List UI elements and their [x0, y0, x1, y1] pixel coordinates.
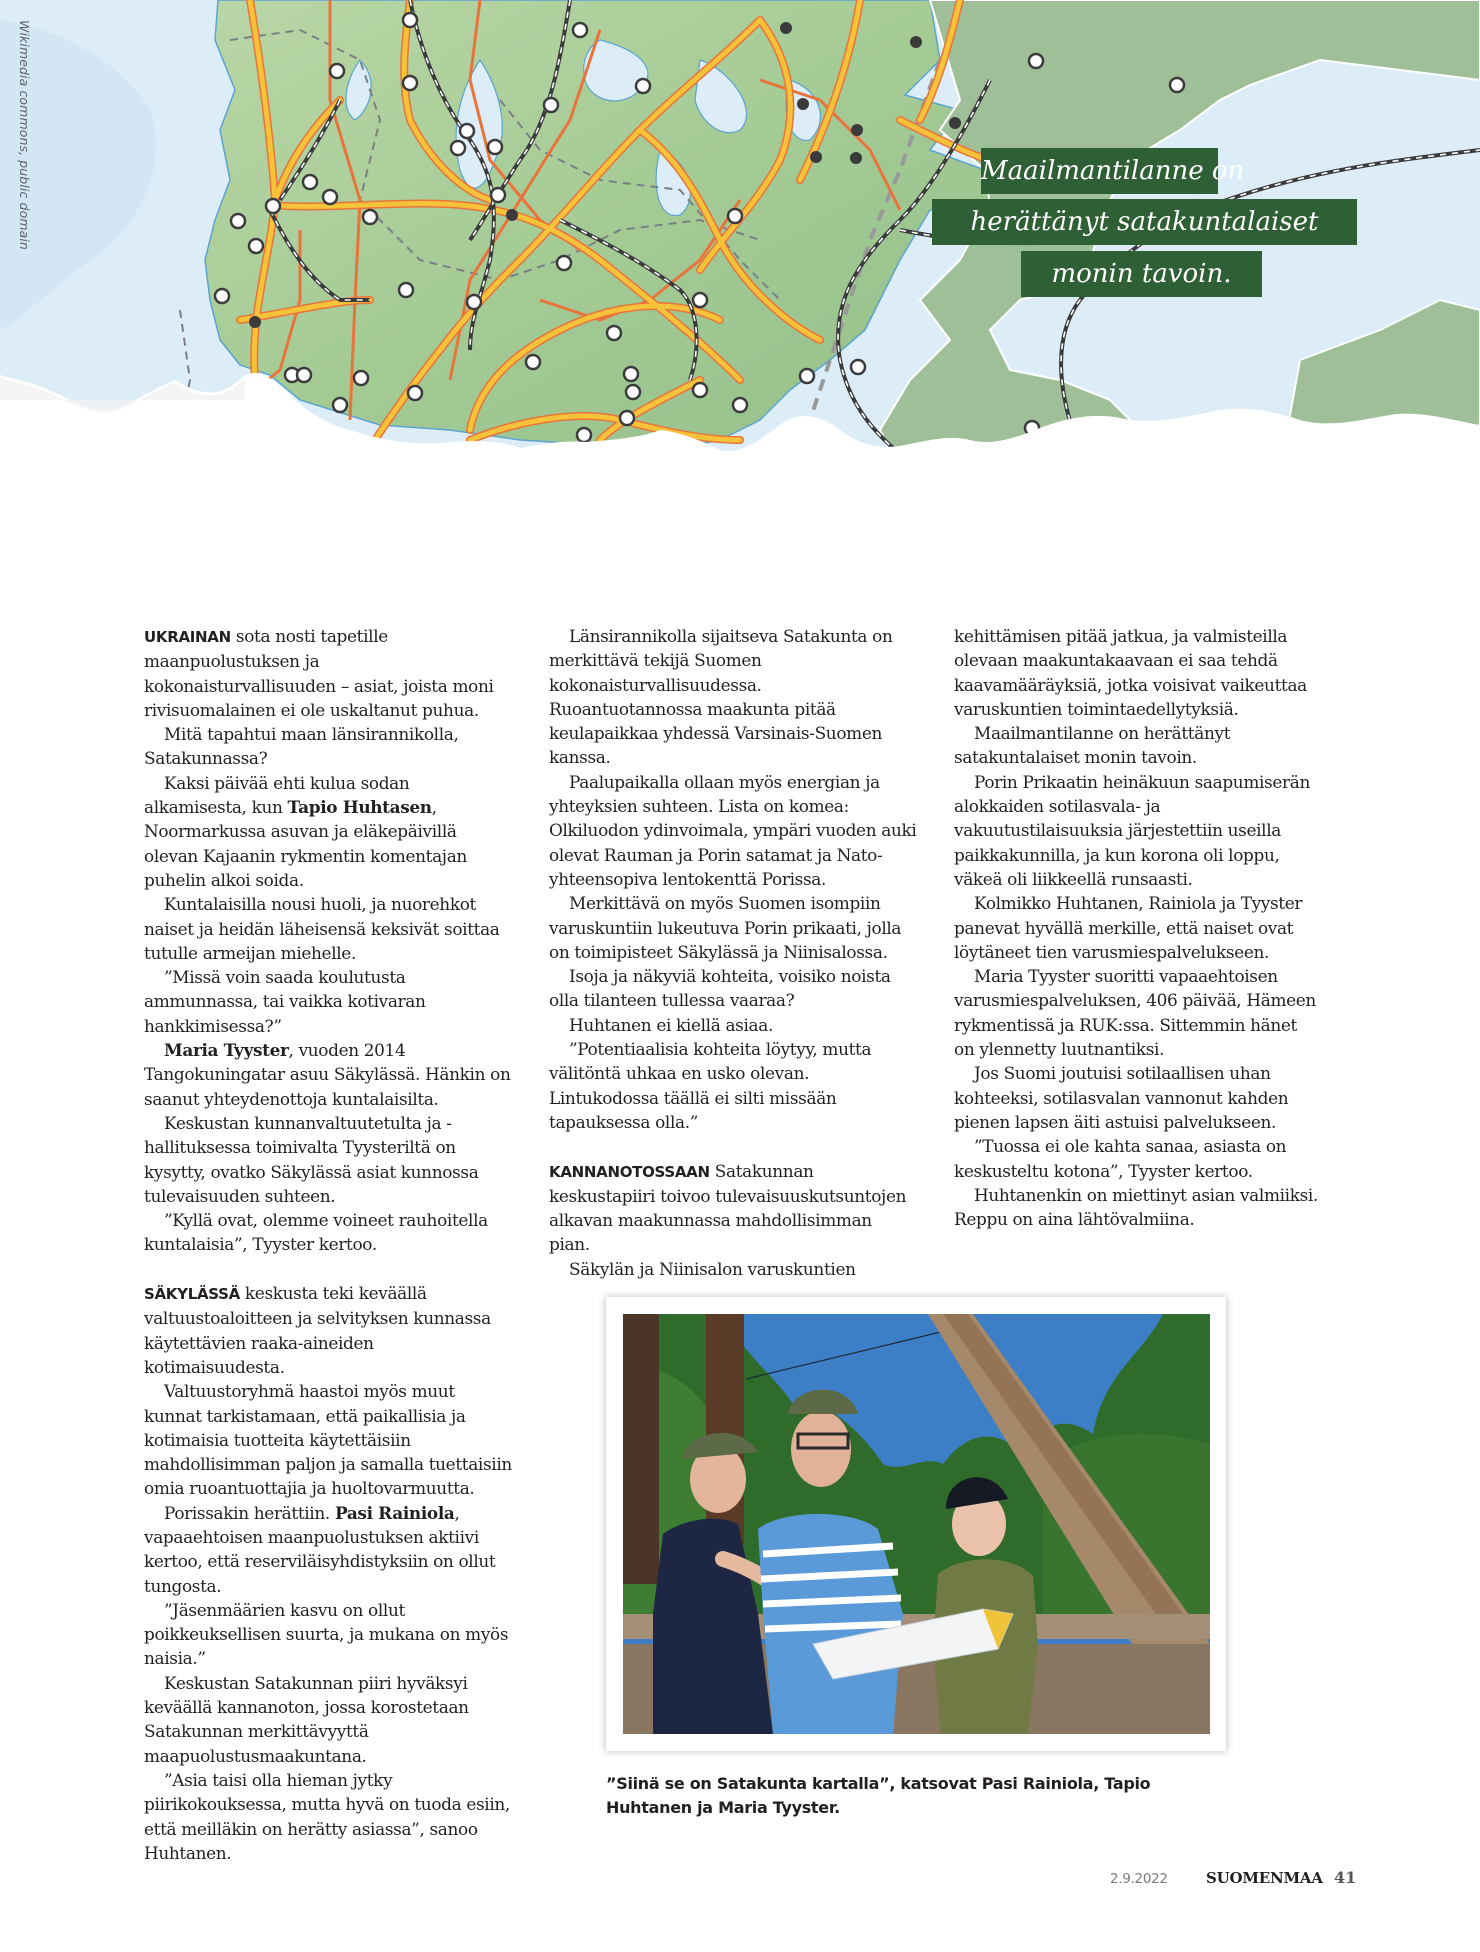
paragraph: ”Tuossa ei ole kahta sanaa, asiasta on keskusteltu kotona”, Tyyster kertoo. — [954, 1136, 1287, 1181]
photo-illustration — [623, 1314, 1210, 1734]
page-number: 41 — [1334, 1868, 1357, 1887]
photo-frame — [606, 1297, 1226, 1751]
lead-word: UKRAINAN — [144, 628, 231, 646]
paragraph — [144, 1281, 512, 1379]
paragraph: Kuntalaisilla nousi huoli, ja nuorehkot naiset ja heidän läheisensä keksivät soittaa tutulle armeijan miehelle. — [144, 894, 500, 963]
pullquote-line: monin tavoin. — [1021, 251, 1262, 297]
paragraph: Länsirannikolla sijaitseva Satakunta on merkittävä tekijä Suomen kokonaisturvallisuudessa. Ruoantuotannossa maakunta pitää keulapaikkaa yhdessä Varsinais-Suomen kanssa. — [549, 626, 893, 768]
paragraph — [144, 1038, 512, 1111]
paragraph: Maailmantilanne on herättänyt satakuntalaiset monin tavoin. — [954, 723, 1231, 768]
person-name: Maria Tyyster — [164, 1040, 289, 1061]
photo-caption: ”Siinä se on Satakunta kartalla”, katsovat Pasi Rainiola, Tapio Huhtanen ja Maria Tyyster. — [606, 1774, 1151, 1817]
paragraph: ”Potentiaalisia kohteita löytyy, mutta välitöntä uhkaa en usko olevan. Lintukodossa täällä ei silti missään tapauksessa olla.” — [549, 1039, 872, 1132]
page-footer — [1110, 1869, 1360, 1891]
magazine-name: SUOMENMAA — [1206, 1869, 1323, 1887]
paragraph-text: keskusta teki keväällä valtuustoaloitteen ja selvityksen kunnassa käytettävien raaka-aineiden kotimaisuudesta. — [144, 1283, 491, 1377]
paragraph: Porin Prikaatin heinäkuun saapumiserän alokkaiden sotilasvala- ja vakuutustilaisuuksia järjestettiin useilla paikkakunnilla, ja kun korona oli loppu, väkeä oli liikkeellä runsaasti. — [954, 771, 1310, 889]
paragraph: Keskustan kunnanvaltuutetulta ja -hallituksessa toimivalta Tyysteriltä on kysytty, ovatko Säkylässä asiat kunnossa tulevaisuuden suhteen. — [144, 1112, 479, 1206]
pullquote-line: herättänyt satakuntalaiset — [932, 199, 1357, 245]
paragraph: Säkylän ja Niinisalon varuskuntien — [569, 1258, 856, 1279]
person-name: Pasi Rainiola — [334, 1502, 455, 1523]
paragraph: Merkittävä on myös Suomen isompiin varuskuntiin lukeutuva Porin prikaati, jolla on toimipisteet Säkylässä ja Niinisalossa. — [549, 893, 902, 962]
issue-date: 2.9.2022 — [1110, 1871, 1168, 1887]
lead-word: KANNANOTOSSAAN — [549, 1162, 710, 1181]
paragraph: ”Asia taisi olla hieman jytky piirikokouksessa, mutta hyvä on tuoda esiin, että meilläkin on herätty asiassa”, sanoo Huhtanen. — [144, 1769, 510, 1863]
paragraph — [549, 1159, 917, 1257]
paragraph-text: Kaksi päivää ehti kulua sodan alkamisesta, kun — [144, 772, 410, 818]
article-column-1 — [144, 624, 512, 1865]
paragraph: Isoja ja näkyviä kohteita, voisiko noista olla tilanteen tullessa vaaraa? — [549, 966, 891, 1011]
paragraph-text: Satakunnan keskustapiiri toivoo tulevaisuuskutsuntojen alkavan maakunnassa mahdollisimman pian. — [549, 1160, 907, 1255]
paragraph-text: , vapaaehtoisen maanpuolustuksen aktiivi kertoo, että reserviläisyhdistyksiin on ollut tungosta. — [144, 1502, 496, 1596]
person-name: Tapio Huhtasen — [287, 797, 432, 818]
pullquote-line: Maailmantilanne on — [981, 148, 1218, 194]
lead-word: SÄKYLÄSSÄ — [144, 1285, 240, 1304]
paragraph: Jos Suomi joutuisi sotilaallisen uhan kohteeksi, sotilasvalan vannonut kahden pienen lapsen äiti astuisi palvelukseen. — [954, 1063, 1289, 1132]
paragraph: Valtuustoryhmä haastoi myös muut kunnat tarkistamaan, että paikallisia ja kotimaisia tuotteita käytettäisiin mahdollisimman paljon ja samalla tuettaisiin omia ruoantuottajia ja huoltovarmuutta. — [144, 1381, 512, 1499]
paragraph-text: sota nosti tapetille maanpuolustuksen ja kokonaisturvallisuuden – asiat, joista moni rivisuomalainen ei ole uskaltanut puhua. — [144, 626, 494, 720]
article-column-3 — [954, 624, 1322, 1231]
paragraph: ”Missä voin saada koulutusta ammunnassa, tai vaikka kotivaran hankkimisessa?” — [144, 967, 426, 1036]
paragraph: kehittämisen pitää jatkua, ja valmisteilla olevaan maakuntakaavaan ei saa tehdä kaavamääräyksiä, jotka voisivat vaikeuttaa varuskuntien toimintaedellytyksiä. — [954, 626, 1307, 719]
paragraph: Huhtanenkin on miettinyt asian valmiiksi. Reppu on aina lähtövalmiina. — [954, 1184, 1318, 1230]
paragraph: Paalupaikalla ollaan myös energian ja yhteyksien suhteen. Lista on komea: Olkiluodon ydinvoimala, ympäri vuoden auki olevat Rauman ja Porin satamat ja Nato-yhteensopiva lentokenttä Porissa. — [549, 771, 917, 889]
photo-credit: Wikimedia commons, public domain — [17, 20, 32, 250]
paragraph-text: Porissakin herättiin. — [164, 1502, 335, 1523]
paragraph: ”Jäsenmäärien kasvu on ollut poikkeuksellisen suurta, ja mukana on myös naisia.” — [144, 1599, 509, 1669]
article-column-2 — [549, 624, 917, 1281]
header-map — [0, 0, 1480, 520]
paragraph — [144, 771, 512, 892]
paragraph: Kolmikko Huhtanen, Rainiola ja Tyyster panevat hyvällä merkille, että naiset ovat löytäneet tien varusmiespalvelukseen. — [954, 893, 1303, 962]
paragraph — [144, 1501, 512, 1598]
photo-people-with-map — [623, 1314, 1210, 1734]
paragraph-text: , vuoden 2014 Tangokuningatar asuu Säkylässä. Hänkin on saanut yhteydenottoja kuntalaisilta. — [144, 1040, 511, 1109]
paragraph-text: , Noormarkussa asuvan ja eläkepäivillä olevan Kajaanin rykmentin komentajan puhelin alkoi soida. — [144, 797, 467, 890]
paragraph: Keskustan Satakunnan piiri hyväksyi keväällä kannanoton, jossa korostetaan Satakunnan merkittävyyttä maapuolustusmaakuntana. — [144, 1672, 469, 1766]
paragraph — [144, 624, 512, 722]
paragraph: ”Kyllä ovat, olemme voineet rauhoitella kuntalaisia”, Tyyster kertoo. — [144, 1210, 488, 1255]
paragraph: Huhtanen ei kiellä asiaa. — [569, 1014, 774, 1035]
paragraph: Maria Tyyster suoritti vapaaehtoisen varusmiespalveluksen, 406 päivää, Hämeen rykmentissä ja RUK:ssa. Sittemmin hänet on ylennetty luutnantiksi. — [954, 966, 1316, 1060]
paragraph: Mitä tapahtui maan länsirannikolla, Satakunnassa? — [144, 724, 459, 769]
